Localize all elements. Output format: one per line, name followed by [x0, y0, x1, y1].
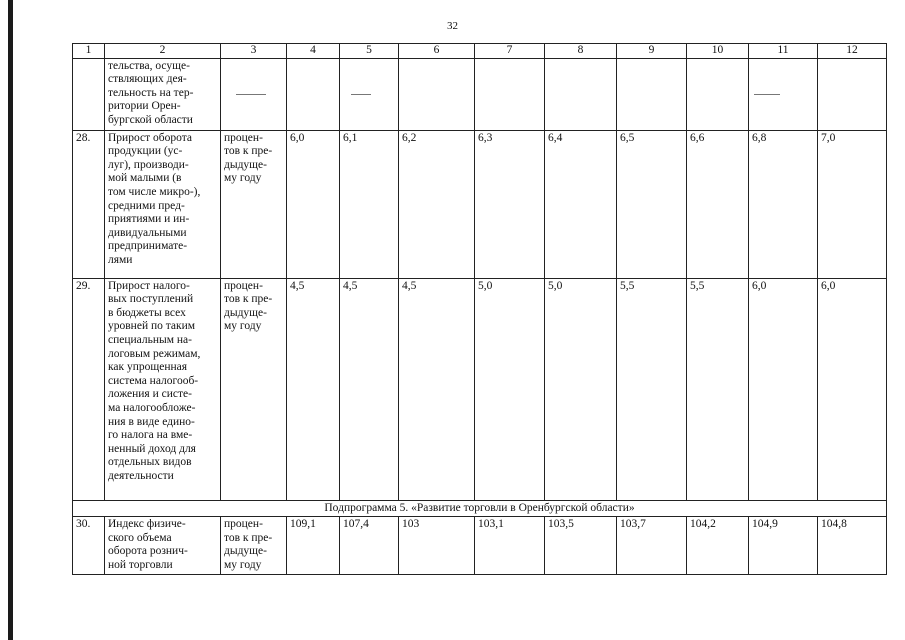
row-number: 29. [73, 278, 105, 500]
empty-cell [287, 58, 340, 130]
value-cell: 4,5 [287, 278, 340, 500]
value-cell: 6,3 [475, 130, 545, 278]
value-cell: 6,0 [749, 278, 818, 500]
value-cell: 5,5 [687, 278, 749, 500]
value-cell: 7,0 [818, 130, 887, 278]
table-row [73, 278, 887, 500]
value-cell: 6,0 [818, 278, 887, 500]
value-cell: 103,1 [475, 517, 545, 575]
empty-cell [475, 58, 545, 130]
dash-mark [236, 94, 266, 95]
header-row [73, 44, 887, 59]
value-cell: 103,7 [617, 517, 687, 575]
empty-cell [340, 58, 399, 130]
col-header: 2 [105, 44, 221, 59]
dash-mark [351, 94, 371, 95]
unit-cell: процен- тов к пре- дыдуще- му году [221, 517, 287, 575]
row-number: 30. [73, 517, 105, 575]
col-header: 3 [221, 44, 287, 59]
table-row-continuation [73, 58, 887, 130]
value-cell: 5,0 [545, 278, 617, 500]
value-cell: 4,5 [340, 278, 399, 500]
left-margin-rule [8, 0, 13, 640]
empty-cell [749, 58, 818, 130]
value-cell: 6,6 [687, 130, 749, 278]
col-header: 6 [399, 44, 475, 59]
row-number [73, 58, 105, 130]
value-cell: 6,0 [287, 130, 340, 278]
value-cell: 104,2 [687, 517, 749, 575]
value-cell: 6,1 [340, 130, 399, 278]
value-cell: 5,5 [617, 278, 687, 500]
table-row [73, 517, 887, 575]
empty-cell [399, 58, 475, 130]
value-cell: 103,5 [545, 517, 617, 575]
col-header: 11 [749, 44, 818, 59]
indicator-table [72, 43, 887, 575]
value-cell: 103 [399, 517, 475, 575]
empty-cell [687, 58, 749, 130]
value-cell: 107,4 [340, 517, 399, 575]
table-row [73, 130, 887, 278]
value-cell: 104,8 [818, 517, 887, 575]
row-number: 28. [73, 130, 105, 278]
unit-cell: процен- тов к пре- дыдуще- му году [221, 278, 287, 500]
value-cell: 6,8 [749, 130, 818, 278]
indicator-name: Индекс физиче- ского объема оборота рознич- ной торговли [105, 517, 221, 575]
value-cell: 6,5 [617, 130, 687, 278]
unit-cell: процен- тов к пре- дыдуще- му году [221, 130, 287, 278]
col-header: 12 [818, 44, 887, 59]
value-cell: 6,4 [545, 130, 617, 278]
col-header: 10 [687, 44, 749, 59]
value-cell: 6,2 [399, 130, 475, 278]
subprogram-row [73, 500, 887, 517]
col-header: 8 [545, 44, 617, 59]
indicator-name: Прирост налого- вых поступлений в бюджеты всех уровней по таким специальным на- логовым режимам, как упрощенная система налогооб- ложения и систе- ма налогообложе- ния в виде едино- го налога на вме- ненный доход для отдельных видов деятельности [105, 278, 221, 500]
dash-mark [754, 94, 780, 95]
indicator-name: тельства, осуще- ствляющих дея- тельность на тер- ритории Орен- бургской области [105, 58, 221, 130]
empty-cell [221, 58, 287, 130]
empty-cell [545, 58, 617, 130]
value-cell: 109,1 [287, 517, 340, 575]
col-header: 4 [287, 44, 340, 59]
empty-cell [617, 58, 687, 130]
value-cell: 5,0 [475, 278, 545, 500]
value-cell: 104,9 [749, 517, 818, 575]
subprogram-title: Подпрограмма 5. «Развитие торговли в Оренбургской области» [73, 500, 887, 517]
page-number: 32 [447, 20, 458, 32]
value-cell: 4,5 [399, 278, 475, 500]
indicator-name: Прирост оборота продукции (ус- луг), производи- мой малыми (в том числе микро-), средними пред- приятиями и ин- дивидуальными предпринимате- лями [105, 130, 221, 278]
col-header: 5 [340, 44, 399, 59]
col-header: 1 [73, 44, 105, 59]
col-header: 9 [617, 44, 687, 59]
empty-cell [818, 58, 887, 130]
col-header: 7 [475, 44, 545, 59]
